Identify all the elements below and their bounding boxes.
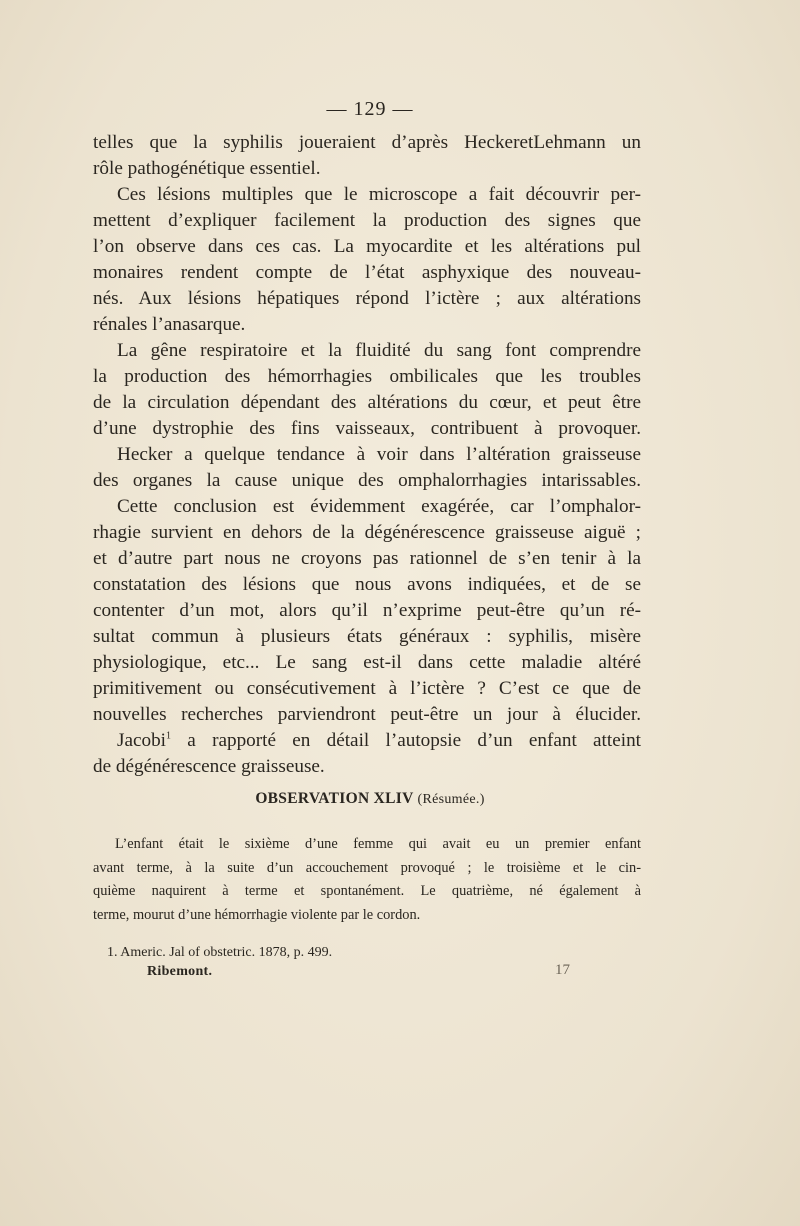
jacobi-name: Jacobi (117, 730, 167, 751)
text-line: rénales l’anasarque. (93, 314, 246, 335)
text-line: Ces lésions multiples que le microscope a fait découvrir per- (117, 184, 641, 205)
text-line: la production des hémorrhagies ombilicales que les troubles (93, 366, 641, 387)
text-line: monaires rendent compte de l’état asphyxique des nouveau- (93, 262, 641, 283)
text-line: constatation des lésions que nous avons indiquées, et de se (93, 574, 641, 595)
body-text (93, 130, 641, 780)
text-line: telles que la syphilis joueraient d’après HeckeretLehmann un (93, 132, 641, 153)
text-line: de dégénérescence graisseuse. (93, 756, 325, 777)
text-line: Cette conclusion est évidemment exagérée, car l’omphalor- (117, 496, 641, 517)
text-line: Hecker a quelque tendance à voir dans l’altération graisseuse (117, 444, 641, 465)
text-line: et d’autre part nous ne croyons pas rationnel de s’en tenir à la (93, 548, 641, 569)
jacobi-text: a rapporté en détail l’autopsie d’un enfant atteint (171, 730, 641, 751)
observation-subtitle: (Résumée.) (417, 792, 485, 807)
summary-line: L’enfant était le sixième d’une femme qui avait eu un premier enfant (115, 836, 641, 852)
text-line: physiologique, etc... Le sang est-il dans cette maladie altéré (93, 652, 641, 673)
footnote-marker: 1 (166, 730, 172, 742)
footer-signature-number: 17 (555, 962, 570, 978)
observation-heading (0, 790, 740, 808)
text-line: mettent d’expliquer facilement la production des signes que (93, 210, 641, 231)
text-line: rôle pathogénétique essentiel. (93, 158, 321, 179)
page-number: — 129 — (326, 98, 414, 120)
footnote: 1. Americ. Jal of obstetric. 1878, p. 499. (107, 945, 333, 960)
text-line: des organes la cause unique des omphalorrhagies intarissables. (93, 470, 641, 491)
text-line: contenter d’un mot, alors qu’il n’exprime peut-être qu’un ré- (93, 600, 641, 621)
text-line: sultat commun à plusieurs états généraux : syphilis, misère (93, 626, 641, 647)
text-line: l’on observe dans ces cas. La myocardite et les altérations pul (93, 236, 641, 257)
text-line: rhagie survient en dehors de la dégénérescence graisseuse aiguë ; (93, 522, 641, 543)
text-line: La gêne respiratoire et la fluidité du sang font comprendre (117, 340, 641, 361)
footer-author: Ribemont. (147, 964, 213, 979)
text-line: nés. Aux lésions hépatiques répond l’ictère ; aux altérations (93, 288, 641, 309)
text-line: de la circulation dépendant des altérations du cœur, et peut être (93, 392, 641, 413)
text-line: nouvelles recherches parviendront peut-être un jour à élucider. (93, 704, 641, 725)
text-line-jacobi (93, 728, 641, 754)
summary-line: avant terme, à la suite d’un accouchement provoqué ; le troisième et le cin- (93, 859, 641, 876)
text-line: primitivement ou consécutivement à l’ictère ? C’est ce que de (93, 678, 641, 699)
summary-line: quième naquirent à terme et spontanément. Le quatrième, né également à (93, 883, 641, 899)
text-line: d’une dystrophie des fins vaisseaux, contribuent à provoquer. (93, 418, 641, 439)
observation-title: OBSERVATION XLIV (255, 790, 414, 807)
observation-summary (93, 833, 641, 927)
summary-line: terme, mourut d’une hémorrhagie violente par le cordon. (93, 906, 421, 923)
